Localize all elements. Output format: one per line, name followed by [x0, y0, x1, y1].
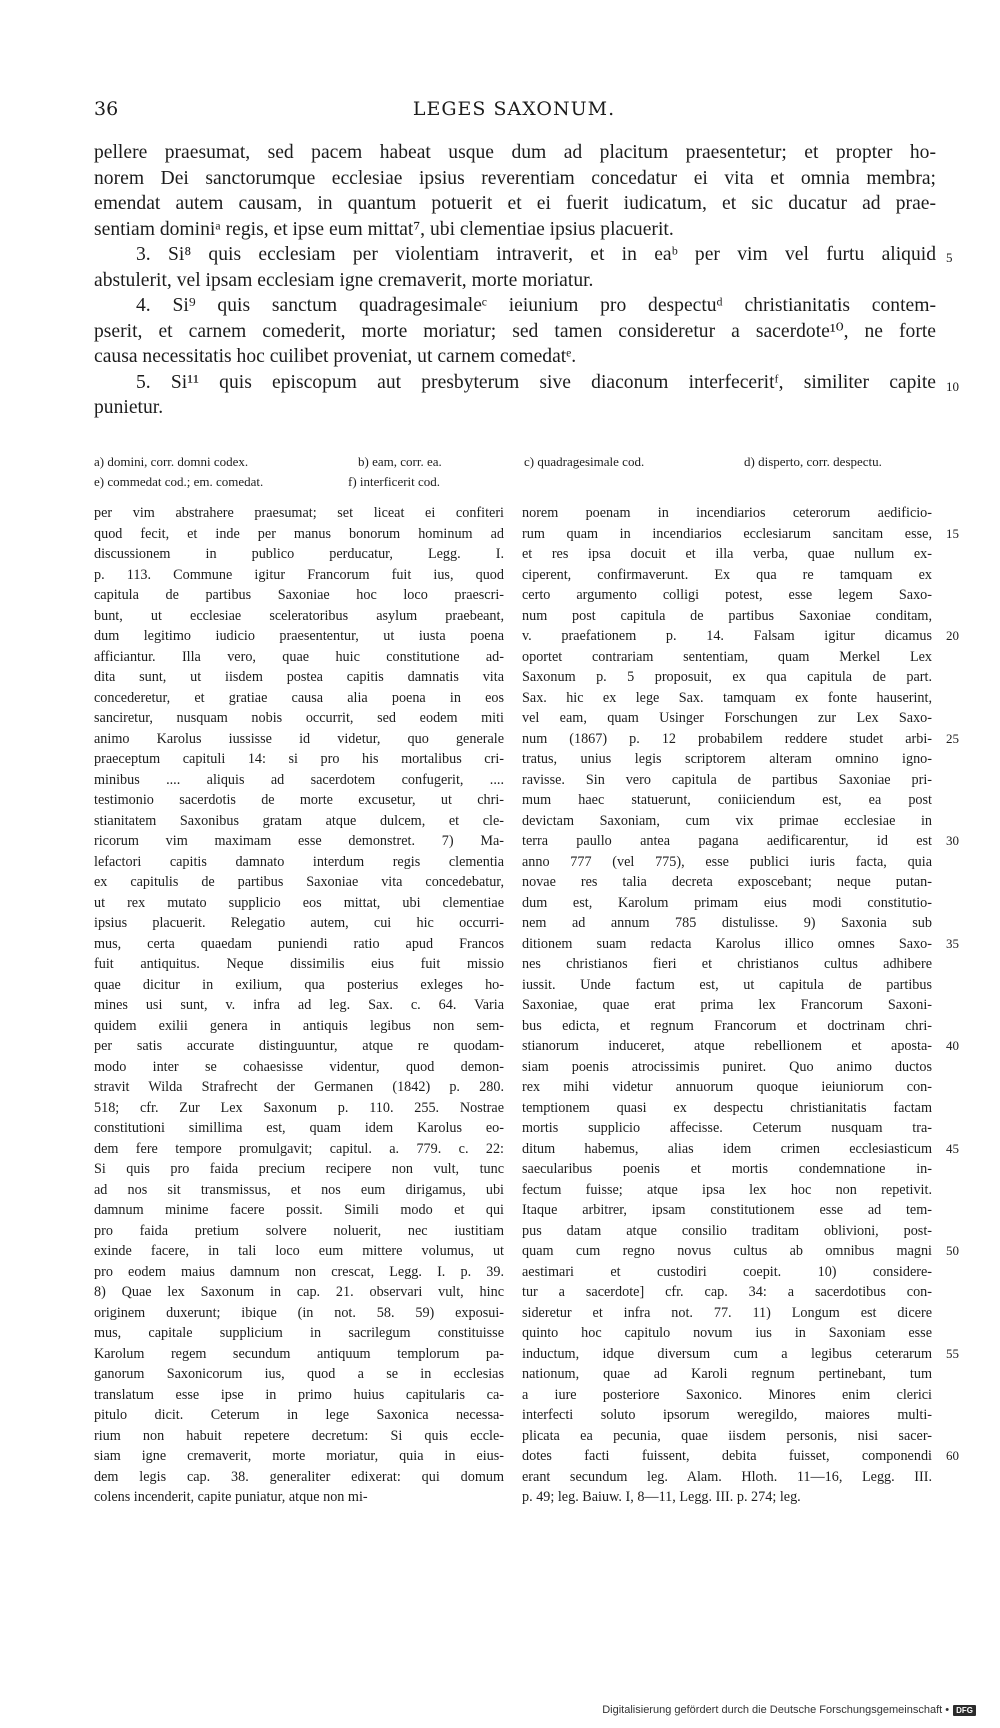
commentary-line: quinto hoc capitulo novum ius in Saxoniam esse [522, 1325, 932, 1341]
line-number: 5 [946, 250, 953, 265]
commentary-line: devictam Saxoniam, cum vix primae ecclesiae in [522, 812, 932, 829]
apparatus-note: e) commedat cod.; em. comedat. [94, 474, 264, 489]
commentary-line: quae dicitur in exilium, qua posterius exleges ho- [94, 976, 504, 993]
line-number: 45 [946, 1140, 959, 1156]
commentary-line: rum quam in incendiarios ecclesiarum sancitam esse, [522, 525, 932, 542]
commentary-line: pus datam atque consilio traditam oblivioni, post- [522, 1222, 932, 1239]
commentary-line: tur a sacerdote] cfr. cap. 34: a sacerdotibus con- [522, 1284, 932, 1300]
commentary-line: constitutioni simillima est, quam idem Karolus eo- [94, 1120, 504, 1136]
commentary-line: bunt, ut ecclesiae sceleratoribus asylum praebeant, [94, 607, 504, 624]
commentary-line: originem duxerunt; ibique (in not. 58. 59) exposui- [94, 1304, 504, 1321]
commentary-line: num (1867) p. 12 probabilem reddere studet arbi- [522, 730, 932, 747]
footer-credit: Digitalisierung gefördert durch die Deutsche Forschungsgemeinschaft • [602, 1704, 950, 1716]
commentary-line: capitula de partibus Saxoniae hoc loco praescri- [94, 587, 504, 603]
commentary-line: praeceptum capituli 14: si pro his mortalibus cri- [94, 751, 504, 767]
commentary-line: fuit antiquitus. Neque dissimilis eius fuit missio [94, 956, 504, 972]
commentary-line: ad nos sit transmissus, et nos eum dirigamus, ubi [94, 1181, 504, 1198]
commentary-line: Saxonum p. 5 proposuit, ex qua capitula de part. [522, 669, 932, 685]
line-number: 60 [946, 1448, 959, 1463]
commentary-line: sanciretur, nusquam nobis occurrit, sed eodem miti [94, 710, 504, 726]
commentary-line: siam igne cremaverit, morte moriatur, quia in eius- [94, 1448, 504, 1464]
commentary-line: stianorum induceret, atque rebellionem et aposta- [522, 1038, 932, 1054]
commentary-line: norem poenam in incendiarios ceterorum aedificio- [522, 505, 932, 521]
commentary-line: ut rex mutato supplicio eos mittat, ubi clementiae [94, 894, 504, 911]
commentary-line: anno 777 (vel 775), esse publici iuris facta, quia [522, 853, 932, 870]
commentary-line: ex capitulis de partibus Saxoniae vita concedebatur, [94, 874, 504, 890]
line-number: 35 [946, 935, 959, 951]
commentary-line: ditum habemus, alias idem crimen ecclesiasticum [522, 1140, 932, 1157]
commentary-line: afficiantur. Illa vero, quae huic constitutione ad- [94, 648, 504, 665]
commentary-line: a iure posteriore Saxonico. Minores enim clerici [522, 1386, 932, 1403]
commentary-line: Si quis pro faida precium recipere non vult, tunc [94, 1161, 504, 1177]
commentary-line: mus, certa quaedam puniendi ratio apud Francos [94, 935, 504, 952]
commentary-line: num post capitula de partibus Saxoniae conditam, [522, 607, 932, 624]
dfg-logo [953, 1705, 976, 1716]
page-header [94, 98, 934, 128]
commentary-line: animo Karolus iussisse id videtur, quo generale [94, 730, 504, 747]
commentary-line: rex mihi videtur annuorum quoque ieiuniorum con- [522, 1079, 932, 1095]
commentary-line: saecularibus poenis et mortis condemnatione in- [522, 1161, 932, 1177]
main-line: abstulerit, vel ipsam ecclesiam igne cremaverit, morte moriatur. [94, 269, 594, 291]
commentary-line: mines usi sunt, v. infra ad leg. Sax. c. 64. Varia [94, 997, 504, 1013]
commentary-line: colens incenderit, capite puniatur, atque non mi- [94, 1489, 368, 1505]
commentary-line: iussit. Unde factum est, ut capitula de partibus [522, 976, 932, 993]
line-number: 55 [946, 1345, 959, 1361]
line-number: 25 [946, 730, 959, 746]
commentary-line: stravit Wilda Strafrecht der Germanen (1842) p. 280. [94, 1079, 504, 1095]
main-line: 3. Si⁸ quis ecclesiam per violentiam intraverit, et in eaᵇ per vim vel furtu aliquid [136, 244, 936, 265]
main-line: 5. Si¹¹ quis episcopum aut presbyterum sive diaconum interfeceritᶠ, similiter capite [136, 371, 936, 393]
commentary-line: discussionem in publico perducatur, Legg. I. [94, 546, 504, 562]
apparatus-note: c) quadragesimale cod. [524, 454, 645, 469]
commentary-line: ravisse. Sin vero capitula de partibus Saxoniae pri- [522, 771, 932, 788]
main-line: emendat autem causam, in quantum potuerit et ei fuerit iudicatum, et sic ducatur ad prae- [94, 193, 936, 214]
commentary-line: v. praefationem p. 14. Falsam igitur dicamus [522, 628, 932, 644]
commentary-line: nes christianos fieri et christianos cultus adhibere [522, 956, 932, 972]
commentary-line: plicata ea pecunia, quae iisdem personis, nisi sacer- [522, 1427, 932, 1444]
commentary-line: dotes facti fuissent, debita fuisset, componendi [522, 1448, 932, 1464]
commentary-line: damnum minime facere possit. Simili modo et qui [94, 1202, 504, 1218]
commentary-line: siam poenis atrocissimis puniret. Quo animo ductos [522, 1058, 932, 1075]
commentary-line: p. 113. Commune igitur Francorum fuit ius, quod [94, 566, 504, 583]
commentary-line: testimonio sacerdotis de morte excusetur, ut chri- [94, 792, 504, 808]
commentary-line: modo inter se cohaesisse videntur, quod demon- [94, 1058, 504, 1075]
commentary-line: concederetur, et gratiae causa alia poena in eos [94, 689, 504, 706]
commentary-line: terra paullo antea pagana aedificarentur, id est [522, 833, 932, 849]
commentary-line: lefactori capitis damnato interdum regis clementia [94, 853, 504, 870]
commentary-line: translatum esse ipse in primo huius capitularis ca- [94, 1386, 504, 1403]
commentary-line: oportet contrariam sententiam, quam Merkel Lex [522, 648, 932, 665]
commentary-line: pitulo dicit. Ceterum in lege Saxonica necessa- [94, 1407, 504, 1423]
commentary-line: pro eodem maius damnum non crescat, Legg. I. p. 39. [94, 1263, 504, 1280]
commentary-line: interfecti soluto ipsorum weregildo, maiores multi- [522, 1407, 932, 1423]
commentary-line: dem legis cap. 38. generaliter edixerat: qui domum [94, 1468, 504, 1485]
commentary-line: rium non habuit repetere decretum: Si quis eccle- [94, 1427, 504, 1444]
commentary-line: mum haec statuerunt, coniiciendum est, ea post [522, 792, 932, 808]
apparatus-note: b) eam, corr. ea. [358, 454, 442, 469]
commentary-left-column [94, 503, 504, 1508]
commentary-line: tratus, unius legis scriptorem alteram omnino igno- [522, 751, 932, 767]
main-line: pserit, et carnem comederit, morte moriatur; sed tamen consideretur a sacerdote¹⁰, ne forte [94, 320, 936, 342]
commentary-line: quam cum regno novus cultus ab omnibus magni [522, 1243, 932, 1259]
commentary-line: per satis accurate distinguuntur, atque re quodam- [94, 1038, 504, 1054]
commentary-line: mortis supplicio affecisse. Ceterum nusquam tra- [522, 1120, 932, 1136]
line-number: 10 [946, 379, 959, 394]
commentary-line: aestimari et custodiri coepit. 10) considere- [522, 1263, 932, 1280]
commentary-line: 8) Quae lex Saxonum in cap. 21. observari vult, hinc [94, 1284, 504, 1300]
commentary-line: quod fecit, et inde per manus bonorum hominum ad [94, 525, 504, 542]
commentary-line: pro faida pretium solvere noluerit, nec iustitiam [94, 1222, 504, 1239]
page-number: 36 [94, 98, 119, 120]
main-line: norem Dei sanctorumque ecclesiae ipsius reverentiam concedatur ei vita et omnia membra; [94, 167, 936, 189]
line-number: 15 [946, 525, 959, 541]
commentary-line: per vim abstrahere praesumat; set liceat ei confiteri [94, 505, 504, 521]
apparatus-note: a) domini, corr. domni codex. [94, 454, 249, 469]
commentary-line: minibus .... aliquis ad sacerdotem confugerit, .... [94, 771, 504, 788]
dfg-logo-text: DFG [956, 1705, 973, 1715]
line-number: 40 [946, 1038, 959, 1053]
commentary-line: exinde facere, in tali loco eum mittere volumus, ut [94, 1243, 504, 1259]
commentary-right-column [522, 503, 932, 1508]
line-number: 20 [946, 628, 959, 643]
commentary-line: mus, capitale supplicium in sacrilegum constituisse [94, 1325, 504, 1341]
commentary-line: ciperent, confirmaverunt. Ex qua re tamquam ex [522, 566, 932, 583]
commentary-line: ganorum Saxonicorum ius, quod a se in ecclesias [94, 1366, 504, 1382]
commentary-line: Sax. hic ex lege Sax. tamquam ex fonte hauserint, [522, 689, 932, 706]
main-line: punietur. [94, 397, 164, 418]
commentary-line: ditionem suam redacta Karolus illico omnes Saxo- [522, 935, 932, 952]
main-line: 4. Si⁹ quis sanctum quadragesimaleᶜ ieiunium pro despectuᵈ christianitatis contem- [136, 295, 936, 316]
line-number: 50 [946, 1243, 959, 1258]
commentary-line: bus edicta, et regnum Francorum et doctrinam chri- [522, 1017, 932, 1034]
commentary-line: temptionem quasi ex despectu christianitatis factam [522, 1099, 932, 1116]
commentary-line: dum est, Karolum primam eius modi constitutio- [522, 894, 932, 911]
commentary-line: Itaque arbitrer, ipsam constitutionem esse ad tem- [522, 1202, 932, 1218]
running-title: LEGES SAXONUM. [412, 98, 616, 120]
commentary-line: dita sunt, ut iisdem postea capitis damnatis vita [94, 669, 504, 685]
commentary-line: erant secundum leg. Alam. Hloth. 11—16, Legg. III. [522, 1468, 932, 1485]
commentary-line: Saxoniae, quae erat prima lex Francorum Saxoni- [522, 997, 932, 1013]
commentary-line: certo argumento colligi potest, esse legem Saxo- [522, 587, 932, 603]
commentary-line: novae res talia decreta exposcebant; neque putan- [522, 874, 932, 890]
commentary-line: Karolum regem secundum antiquum templorum pa- [94, 1345, 504, 1362]
commentary-line: vel eam, quam Usinger Forschungen zur Lex Saxo- [522, 710, 932, 726]
commentary-line: sideretur et infra not. 77. 11) Longum est dicere [522, 1304, 932, 1321]
commentary-line: ipsius placuerit. Relegatio autem, cui hic occurri- [94, 915, 504, 931]
commentary-line: nationum, quae ad Karoli regnum pertinebant, tum [522, 1366, 932, 1382]
critical-apparatus [94, 452, 944, 492]
commentary-line: ricorum vim maximam esse demonstret. 7) Ma- [94, 833, 504, 849]
main-text [94, 140, 936, 421]
line-number: 30 [946, 833, 959, 848]
main-line: causa necessitatis hoc cuilibet proveniat, ut carnem comedatᵉ. [94, 346, 577, 367]
footer [602, 1700, 976, 1720]
commentary-line: inductum, idque diversum cum a legibus ceterarum [522, 1345, 932, 1362]
commentary-line: 518; cfr. Zur Lex Saxonum p. 110. 255. Nostrae [94, 1099, 504, 1116]
apparatus-note: d) disperto, corr. despectu. [744, 454, 882, 469]
commentary-line: fectum fuisse; atque ipsa lex hoc non repetivit. [522, 1181, 932, 1198]
commentary-line: quidem exilii genera in antiquis legibus non sem- [94, 1017, 504, 1034]
commentary-line: et res ipsa docuit et illa verba, quae nullum ex- [522, 546, 932, 562]
commentary-line: dem fere tempore promulgavit; capitul. a. 779. c. 22: [94, 1140, 504, 1157]
commentary-line: nem ad annum 785 distulisse. 9) Saxonia sub [522, 915, 932, 931]
main-line: sentiam dominiᵃ regis, et ipse eum mittat⁷, ubi clementiae ipsius placuerit. [94, 218, 674, 240]
commentary-line: p. 49; leg. Baiuw. I, 8—11, Legg. III. p. 274; leg. [522, 1489, 801, 1505]
main-line: pellere praesumat, sed pacem habeat usque dum ad placitum praesentetur; et propter ho- [94, 142, 936, 163]
commentary-line: dum legitimo iudicio praesententur, ut iusta poena [94, 628, 504, 644]
apparatus-note: f) interficerit cod. [348, 474, 441, 489]
commentary-line: stianitatem Saxonibus gratam atque dulcem, et cle- [94, 812, 504, 829]
